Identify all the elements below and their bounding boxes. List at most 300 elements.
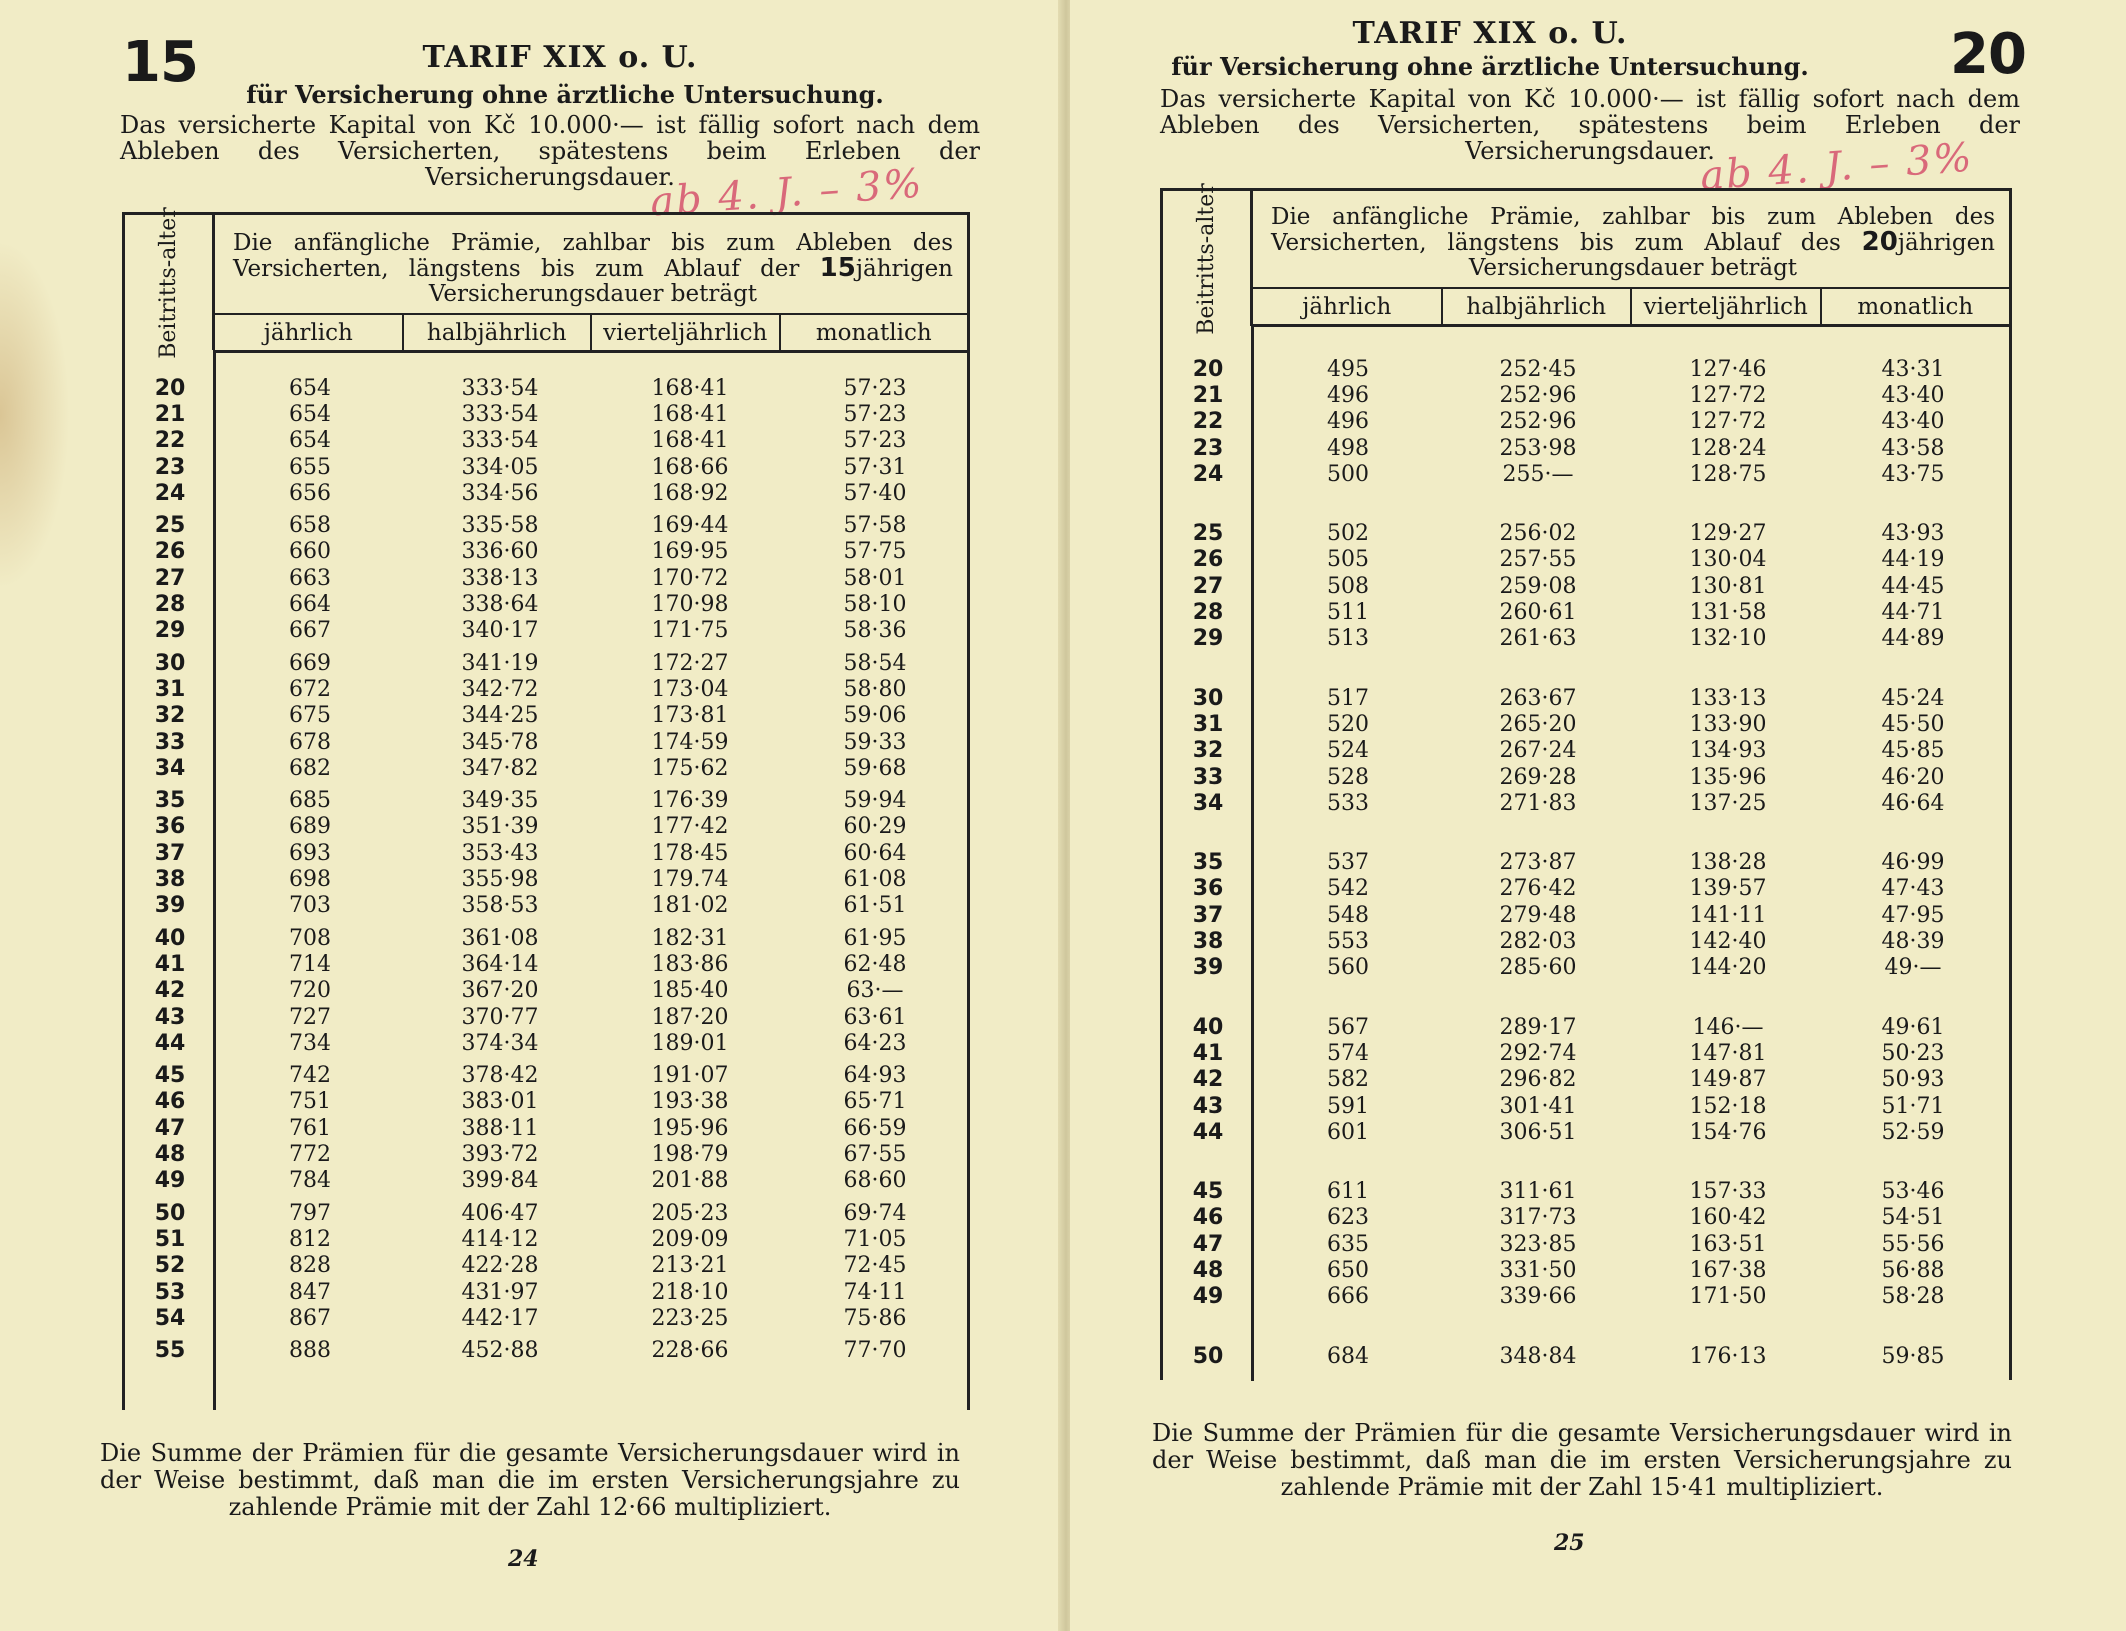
intro-text: Das versicherte Kapital von Kč 10.000·— ist fällig sofort nach dem Ableben des Versicherten, spätestens beim Erleben der Versicherungsdauer.	[1160, 85, 2020, 165]
cell-yearly: 682	[289, 755, 331, 781]
cell-halfyearly: 358·53	[461, 893, 539, 919]
cell-quarterly: 127·72	[1689, 382, 1767, 408]
cell-monthly: 53·46	[1881, 1179, 1945, 1205]
intro-text: Das versicherte Kapital von Kč 10.000·— ist fällig sofort nach dem Ableben des Versicherten, spätestens beim Erleben der Versicherungsdauer.	[120, 111, 980, 191]
cell-yearly: 548	[1327, 902, 1369, 928]
cell-age: 50	[1192, 1343, 1224, 1369]
cell-quarterly: 160·42	[1689, 1205, 1767, 1231]
table-row	[125, 893, 965, 919]
table-row	[1163, 409, 2003, 435]
cell-monthly: 59·33	[843, 729, 907, 755]
cell-halfyearly: 422·28	[461, 1253, 539, 1279]
cell-age: 28	[154, 592, 186, 618]
table-row	[1163, 902, 2003, 928]
cell-quarterly: 198·79	[651, 1142, 729, 1168]
cell-yearly: 812	[289, 1226, 331, 1252]
cell-halfyearly: 414·12	[461, 1226, 539, 1252]
cell-age: 43	[154, 1004, 186, 1030]
cell-quarterly: 133·13	[1689, 685, 1767, 711]
table-row	[125, 1063, 965, 1089]
cell-quarterly: 171·75	[651, 618, 729, 644]
cell-monthly: 65·71	[843, 1089, 907, 1115]
cell-monthly: 51·71	[1881, 1093, 1945, 1119]
cell-age: 24	[154, 480, 186, 506]
cell-monthly: 47·95	[1881, 902, 1945, 928]
cell-monthly: 67·55	[843, 1142, 907, 1168]
cell-yearly: 623	[1327, 1205, 1369, 1231]
cell-age: 50	[154, 1200, 186, 1226]
cell-age: 41	[154, 951, 186, 977]
cell-quarterly: 128·75	[1689, 461, 1767, 487]
row-group	[1163, 356, 2003, 487]
page-number: 24	[508, 1546, 539, 1572]
cell-yearly: 560	[1327, 955, 1369, 981]
cell-age: 35	[1192, 850, 1224, 876]
water-stain	[0, 240, 70, 590]
cell-monthly: 49·61	[1881, 1014, 1945, 1040]
cell-yearly: 511	[1327, 600, 1369, 626]
cell-yearly: 496	[1327, 409, 1369, 435]
cell-age: 49	[1192, 1284, 1224, 1310]
cell-halfyearly: 342·72	[461, 676, 539, 702]
cell-halfyearly: 370·77	[461, 1004, 539, 1030]
cell-quarterly: 169·44	[651, 513, 729, 539]
cell-quarterly: 177·42	[651, 814, 729, 840]
table-row	[1163, 1040, 2003, 1066]
cell-quarterly: 191·07	[651, 1063, 729, 1089]
cell-monthly: 46·20	[1881, 764, 1945, 790]
cell-monthly: 57·58	[843, 513, 907, 539]
cell-quarterly: 173·04	[651, 676, 729, 702]
table-row	[125, 480, 965, 506]
cell-quarterly: 170·72	[651, 565, 729, 591]
cell-quarterly: 168·66	[651, 454, 729, 480]
cell-monthly: 60·64	[843, 840, 907, 866]
cell-yearly: 867	[289, 1305, 331, 1331]
table-row	[125, 401, 965, 427]
cell-yearly: 660	[289, 539, 331, 565]
table-row	[1163, 738, 2003, 764]
cell-quarterly: 169·95	[651, 539, 729, 565]
cell-age: 34	[1192, 790, 1224, 816]
cell-monthly: 59·85	[1881, 1343, 1945, 1369]
cell-monthly: 43·31	[1881, 356, 1945, 382]
cell-age: 21	[154, 401, 186, 427]
table-row	[125, 729, 965, 755]
cell-yearly: 666	[1327, 1284, 1369, 1310]
cell-yearly: 553	[1327, 929, 1369, 955]
cell-quarterly: 142·40	[1689, 929, 1767, 955]
cell-yearly: 654	[289, 375, 331, 401]
table-row	[1163, 928, 2003, 954]
column-headers	[215, 313, 967, 353]
table-row	[1163, 573, 2003, 599]
footer-note: Die Summe der Prämien für die gesamte Versicherungsdauer wird in der Weise bestimmt, daß man die im ersten Versicherungsjahre zu zahlende Prämie mit der Zahl 15·41 multipliziert.	[1152, 1419, 2012, 1501]
cell-yearly: 734	[289, 1030, 331, 1056]
cell-quarterly: 223·25	[651, 1305, 729, 1331]
cell-yearly: 684	[1327, 1343, 1369, 1369]
table-row	[125, 618, 965, 644]
cell-halfyearly: 339·66	[1499, 1284, 1577, 1310]
col-header-quarterly: vierteljährlich	[590, 315, 779, 350]
cell-monthly: 45·24	[1881, 685, 1945, 711]
cell-age: 23	[1192, 435, 1224, 461]
cell-yearly: 888	[289, 1338, 331, 1364]
cell-age: 34	[154, 755, 186, 781]
cell-yearly: 751	[289, 1089, 331, 1115]
cell-monthly: 61·08	[843, 867, 907, 893]
row-group	[1163, 521, 2003, 652]
table-row	[125, 1004, 965, 1030]
cell-halfyearly: 406·47	[461, 1200, 539, 1226]
cell-quarterly: 213·21	[651, 1253, 729, 1279]
cell-age: 46	[1192, 1205, 1224, 1231]
cell-halfyearly: 378·42	[461, 1063, 539, 1089]
table-row	[1163, 1231, 2003, 1257]
cell-quarterly: 176·39	[651, 788, 729, 814]
cell-quarterly: 144·20	[1689, 955, 1767, 981]
cell-monthly: 57·23	[843, 428, 907, 454]
table-row	[125, 1141, 965, 1167]
row-group	[1163, 1014, 2003, 1145]
cell-age: 52	[154, 1253, 186, 1279]
cell-yearly: 772	[289, 1142, 331, 1168]
table-row	[125, 591, 965, 617]
cell-monthly: 63·—	[846, 978, 904, 1004]
cell-halfyearly: 340·17	[461, 618, 539, 644]
table-row	[1163, 1284, 2003, 1310]
cell-halfyearly: 317·73	[1499, 1205, 1577, 1231]
cell-yearly: 635	[1327, 1231, 1369, 1257]
cell-monthly: 58·28	[1881, 1284, 1945, 1310]
cell-quarterly: 176·13	[1689, 1343, 1767, 1369]
cell-yearly: 502	[1327, 521, 1369, 547]
cell-age: 38	[154, 867, 186, 893]
table-row	[1163, 1093, 2003, 1119]
tarif-number: 20	[1950, 22, 2026, 87]
cell-yearly: 524	[1327, 738, 1369, 764]
cell-halfyearly: 301·41	[1499, 1093, 1577, 1119]
cell-quarterly: 218·10	[651, 1279, 729, 1305]
cell-yearly: 727	[289, 1004, 331, 1030]
cell-monthly: 68·60	[843, 1168, 907, 1194]
footer-note: Die Summe der Prämien für die gesamte Versicherungsdauer wird in der Weise bestimmt, daß man die im ersten Versicherungsjahre zu zahlende Prämie mit der Zahl 12·66 multipliziert.	[100, 1439, 960, 1521]
row-group	[125, 1338, 965, 1364]
row-group	[125, 1063, 965, 1194]
cell-quarterly: 141·11	[1689, 902, 1767, 928]
column-headers	[1253, 287, 2009, 327]
cell-age: 49	[154, 1168, 186, 1194]
premium-table	[1160, 182, 2012, 1380]
cell-quarterly: 129·27	[1689, 521, 1767, 547]
cell-quarterly: 138·28	[1689, 850, 1767, 876]
cell-halfyearly: 344·25	[461, 703, 539, 729]
row-group	[125, 788, 965, 919]
cell-age: 54	[154, 1305, 186, 1331]
table-row	[1163, 521, 2003, 547]
cell-age: 47	[154, 1115, 186, 1141]
cell-quarterly: 127·72	[1689, 409, 1767, 435]
cell-halfyearly: 252·96	[1499, 409, 1577, 435]
cell-halfyearly: 364·14	[461, 951, 539, 977]
cell-monthly: 50·23	[1881, 1040, 1945, 1066]
cell-monthly: 43·40	[1881, 409, 1945, 435]
cell-monthly: 75·86	[843, 1305, 907, 1331]
cell-monthly: 44·89	[1881, 626, 1945, 652]
cell-age: 33	[1192, 764, 1224, 790]
cell-age: 35	[154, 788, 186, 814]
cell-monthly: 58·01	[843, 565, 907, 591]
cell-yearly: 654	[289, 401, 331, 427]
cell-age: 36	[154, 814, 186, 840]
cell-quarterly: 135·96	[1689, 764, 1767, 790]
table-row	[1163, 685, 2003, 711]
cell-halfyearly: 331·50	[1499, 1258, 1577, 1284]
table-row	[1163, 1067, 2003, 1093]
cell-age: 31	[1192, 711, 1224, 737]
col-header-halfyearly: halbjährlich	[402, 315, 591, 350]
cell-yearly: 703	[289, 893, 331, 919]
table-row	[125, 676, 965, 702]
cell-quarterly: 175·62	[651, 755, 729, 781]
cell-yearly: 675	[289, 703, 331, 729]
cell-yearly: 495	[1327, 356, 1369, 382]
cell-monthly: 47·43	[1881, 876, 1945, 902]
cell-halfyearly: 252·96	[1499, 382, 1577, 408]
cell-monthly: 58·54	[843, 650, 907, 676]
cell-monthly: 57·31	[843, 454, 907, 480]
left-page	[0, 0, 1062, 1631]
cell-age: 20	[154, 375, 186, 401]
cell-halfyearly: 334·56	[461, 480, 539, 506]
cell-age: 55	[154, 1338, 186, 1364]
cell-age: 23	[154, 454, 186, 480]
table-row	[1163, 599, 2003, 625]
cell-halfyearly: 338·64	[461, 592, 539, 618]
page-subtitle: für Versicherung ohne ärztliche Untersuchung.	[246, 80, 884, 109]
table-row	[1163, 547, 2003, 573]
cell-monthly: 74·11	[843, 1279, 907, 1305]
cell-yearly: 714	[289, 951, 331, 977]
row-group	[1163, 685, 2003, 816]
age-column-header: Beitritts-alter	[125, 215, 215, 350]
cell-quarterly: 174·59	[651, 729, 729, 755]
cell-yearly: 505	[1327, 547, 1369, 573]
cell-monthly: 43·40	[1881, 382, 1945, 408]
cell-monthly: 44·45	[1881, 573, 1945, 599]
cell-halfyearly: 267·24	[1499, 738, 1577, 764]
cell-monthly: 45·85	[1881, 738, 1945, 764]
table-row	[125, 428, 965, 454]
cell-yearly: 742	[289, 1063, 331, 1089]
table-row	[1163, 711, 2003, 737]
cell-monthly: 58·10	[843, 592, 907, 618]
cell-quarterly: 205·23	[651, 1200, 729, 1226]
cell-yearly: 720	[289, 978, 331, 1004]
cell-quarterly: 132·10	[1689, 626, 1767, 652]
table-row	[125, 1200, 965, 1226]
table-row	[1163, 382, 2003, 408]
table-row	[125, 375, 965, 401]
cell-age: 22	[1192, 409, 1224, 435]
cell-age: 45	[154, 1063, 186, 1089]
cell-yearly: 520	[1327, 711, 1369, 737]
page-number: 25	[1554, 1530, 1585, 1556]
cell-age: 25	[154, 513, 186, 539]
cell-monthly: 46·99	[1881, 850, 1945, 876]
cell-age: 28	[1192, 600, 1224, 626]
cell-yearly: 542	[1327, 876, 1369, 902]
cell-yearly: 784	[289, 1168, 331, 1194]
cell-age: 36	[1192, 876, 1224, 902]
cell-yearly: 664	[289, 592, 331, 618]
cell-age: 39	[1192, 955, 1224, 981]
table-row	[125, 840, 965, 866]
cell-age: 48	[154, 1142, 186, 1168]
cell-quarterly: 157·33	[1689, 1179, 1767, 1205]
row-group	[125, 650, 965, 781]
cell-quarterly: 154·76	[1689, 1119, 1767, 1145]
cell-halfyearly: 289·17	[1499, 1014, 1577, 1040]
table-row	[125, 1168, 965, 1194]
cell-quarterly: 149·87	[1689, 1067, 1767, 1093]
cell-quarterly: 168·41	[651, 401, 729, 427]
cell-quarterly: 163·51	[1689, 1231, 1767, 1257]
cell-yearly: 828	[289, 1253, 331, 1279]
cell-age: 25	[1192, 521, 1224, 547]
cell-yearly: 797	[289, 1200, 331, 1226]
table-row	[125, 814, 965, 840]
col-header-yearly: jährlich	[263, 320, 353, 346]
cell-monthly: 66·59	[843, 1115, 907, 1141]
cell-halfyearly: 338·13	[461, 565, 539, 591]
handwritten-note: ab 4. J. – 3%	[1698, 134, 1975, 200]
cell-yearly: 663	[289, 565, 331, 591]
cell-yearly: 761	[289, 1115, 331, 1141]
table-row	[1163, 1257, 2003, 1283]
table-row	[125, 788, 965, 814]
cell-age: 40	[154, 925, 186, 951]
cell-halfyearly: 452·88	[461, 1338, 539, 1364]
cell-halfyearly: 311·61	[1499, 1179, 1577, 1205]
cell-halfyearly: 253·98	[1499, 435, 1577, 461]
table-row	[125, 1305, 965, 1331]
cell-quarterly: 187·20	[651, 1004, 729, 1030]
cell-monthly: 60·29	[843, 814, 907, 840]
cell-age: 29	[1192, 626, 1224, 652]
cell-quarterly: 179.74	[651, 867, 729, 893]
cell-yearly: 847	[289, 1279, 331, 1305]
table-row	[1163, 461, 2003, 487]
cell-yearly: 533	[1327, 790, 1369, 816]
cell-halfyearly: 334·05	[461, 454, 539, 480]
cell-yearly: 655	[289, 454, 331, 480]
cell-quarterly: 147·81	[1689, 1040, 1767, 1066]
cell-monthly: 56·88	[1881, 1258, 1945, 1284]
cell-age: 30	[1192, 685, 1224, 711]
cell-age: 33	[154, 729, 186, 755]
cell-age: 21	[1192, 382, 1224, 408]
cell-age: 46	[154, 1089, 186, 1115]
cell-halfyearly: 261·63	[1499, 626, 1577, 652]
cell-monthly: 50·93	[1881, 1067, 1945, 1093]
cell-quarterly: 228·66	[651, 1338, 729, 1364]
cell-quarterly: 167·38	[1689, 1258, 1767, 1284]
cell-quarterly: 183·86	[651, 951, 729, 977]
cell-monthly: 48·39	[1881, 929, 1945, 955]
cell-quarterly: 173·81	[651, 703, 729, 729]
cell-halfyearly: 260·61	[1499, 600, 1577, 626]
cell-monthly: 57·40	[843, 480, 907, 506]
cell-quarterly: 128·24	[1689, 435, 1767, 461]
cell-monthly: 57·75	[843, 539, 907, 565]
table-row	[1163, 1179, 2003, 1205]
cell-yearly: 698	[289, 867, 331, 893]
page-title: TARIF XIX o. U.	[422, 40, 698, 75]
table-row	[1163, 435, 2003, 461]
cell-monthly: 46·64	[1881, 790, 1945, 816]
table-row	[1163, 876, 2003, 902]
cell-age: 44	[1192, 1119, 1224, 1145]
cell-quarterly: 182·31	[651, 925, 729, 951]
cell-quarterly: 172·27	[651, 650, 729, 676]
table-row	[125, 565, 965, 591]
row-group	[1163, 850, 2003, 981]
cell-monthly: 59·06	[843, 703, 907, 729]
cell-age: 26	[154, 539, 186, 565]
cell-age: 42	[1192, 1067, 1224, 1093]
cell-age: 32	[154, 703, 186, 729]
cell-yearly: 693	[289, 840, 331, 866]
cell-monthly: 58·80	[843, 676, 907, 702]
cell-yearly: 591	[1327, 1093, 1369, 1119]
cell-age: 31	[154, 676, 186, 702]
row-group	[1163, 1179, 2003, 1310]
cell-halfyearly: 273·87	[1499, 850, 1577, 876]
row-group	[125, 1200, 965, 1331]
cell-halfyearly: 355·98	[461, 867, 539, 893]
cell-monthly: 52·59	[1881, 1119, 1945, 1145]
row-group	[125, 925, 965, 1056]
cell-halfyearly: 265·20	[1499, 711, 1577, 737]
table-row	[125, 1089, 965, 1115]
cell-monthly: 44·19	[1881, 547, 1945, 573]
cell-halfyearly: 296·82	[1499, 1067, 1577, 1093]
cell-halfyearly: 333·54	[461, 375, 539, 401]
table-row	[1163, 1343, 2003, 1369]
col-header-quarterly: vierteljährlich	[1630, 289, 1820, 324]
table-row	[1163, 356, 2003, 382]
age-column-header: Beitritts-alter	[1163, 191, 1253, 326]
cell-age: 48	[1192, 1258, 1224, 1284]
cell-halfyearly: 374·34	[461, 1030, 539, 1056]
cell-halfyearly: 285·60	[1499, 955, 1577, 981]
cell-age: 26	[1192, 547, 1224, 573]
cell-age: 20	[1192, 356, 1224, 382]
table-row	[125, 978, 965, 1004]
col-header-halfyearly: halbjährlich	[1441, 289, 1631, 324]
cell-quarterly: 134·93	[1689, 738, 1767, 764]
cell-quarterly: 170·98	[651, 592, 729, 618]
cell-yearly: 669	[289, 650, 331, 676]
cell-monthly: 55·56	[1881, 1231, 1945, 1257]
cell-yearly: 513	[1327, 626, 1369, 652]
cell-halfyearly: 347·82	[461, 755, 539, 781]
table-row	[1163, 764, 2003, 790]
cell-halfyearly: 345·78	[461, 729, 539, 755]
cell-halfyearly: 383·01	[461, 1089, 539, 1115]
cell-yearly: 656	[289, 480, 331, 506]
